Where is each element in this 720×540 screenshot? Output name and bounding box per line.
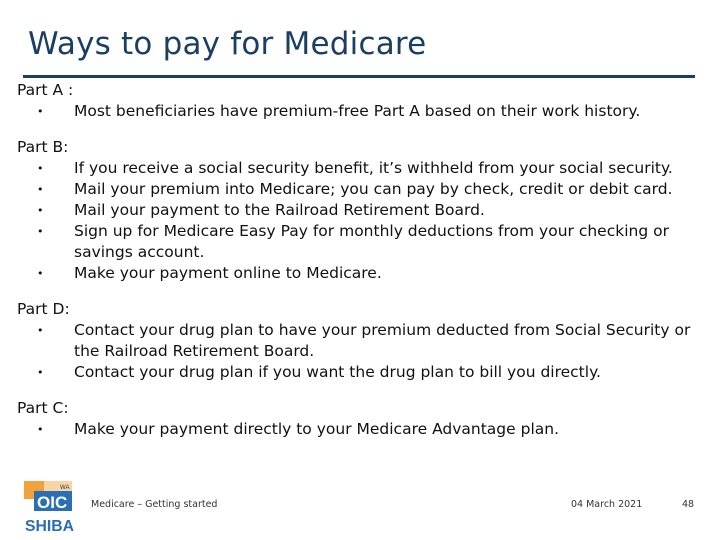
logo-top-text: WA bbox=[60, 485, 70, 491]
bullet-list bbox=[17, 158, 707, 284]
list-item bbox=[17, 200, 707, 221]
bullet-text: Make your payment online to Medicare. bbox=[74, 264, 382, 282]
bullet-dot: • bbox=[37, 423, 44, 436]
bullet-text: Contact your drug plan to have your premium deducted from Social Security or the Railroad Retirement Board. bbox=[74, 321, 691, 360]
logo-mid-text: OIC bbox=[37, 493, 68, 512]
list-item bbox=[17, 179, 707, 200]
footer-presentation-title: Medicare – Getting started bbox=[91, 499, 218, 510]
bullet-dot: • bbox=[37, 105, 44, 118]
section-part-b bbox=[17, 137, 707, 284]
bullet-text: Most beneficiaries have premium-free Part A based on their work history. bbox=[74, 102, 641, 120]
logo-bottom-text: SHIBA bbox=[25, 518, 75, 535]
bullet-dot: • bbox=[37, 225, 44, 238]
list-item bbox=[17, 362, 707, 383]
bullet-list bbox=[17, 419, 707, 440]
bullet-text: Make your payment directly to your Medicare Advantage plan. bbox=[74, 420, 560, 438]
section-heading: Part B: bbox=[17, 138, 69, 156]
bullet-text: Contact your drug plan if you want the drug plan to bill you directly. bbox=[74, 363, 601, 381]
footer-page-number: 48 bbox=[682, 499, 695, 510]
bullet-text: Sign up for Medicare Easy Pay for monthly deductions from your checking or savings account. bbox=[74, 222, 669, 261]
list-item bbox=[17, 158, 707, 179]
section-part-a bbox=[17, 80, 707, 122]
bullet-dot: • bbox=[37, 324, 44, 337]
footer-date: 04 March 2021 bbox=[571, 499, 643, 510]
bullet-dot: • bbox=[37, 204, 44, 217]
bullet-dot: • bbox=[37, 366, 44, 379]
list-item bbox=[17, 263, 707, 284]
section-part-d bbox=[17, 299, 707, 383]
bullet-text: Mail your payment to the Railroad Retirement Board. bbox=[74, 201, 485, 219]
title-underline bbox=[23, 75, 695, 78]
bullet-dot: • bbox=[37, 162, 44, 175]
section-heading: Part C: bbox=[17, 399, 69, 417]
section-heading: Part A : bbox=[17, 81, 74, 99]
bullet-dot: • bbox=[37, 183, 44, 196]
bullet-text: If you receive a social security benefit, it’s withheld from your social security. bbox=[74, 159, 673, 177]
bullet-list bbox=[17, 101, 707, 122]
list-item bbox=[17, 320, 707, 362]
bullet-text: Mail your premium into Medicare; you can pay by check, credit or debit card. bbox=[74, 180, 673, 198]
section-heading: Part D: bbox=[17, 300, 70, 318]
bullet-list bbox=[17, 320, 707, 383]
oic-shiba-logo bbox=[24, 481, 76, 535]
slide-body bbox=[17, 80, 707, 440]
list-item bbox=[17, 221, 707, 263]
bullet-dot: • bbox=[37, 267, 44, 280]
slide-title: Ways to pay for Medicare bbox=[28, 26, 427, 62]
list-item bbox=[17, 101, 707, 122]
list-item bbox=[17, 419, 707, 440]
section-part-c bbox=[17, 398, 707, 440]
